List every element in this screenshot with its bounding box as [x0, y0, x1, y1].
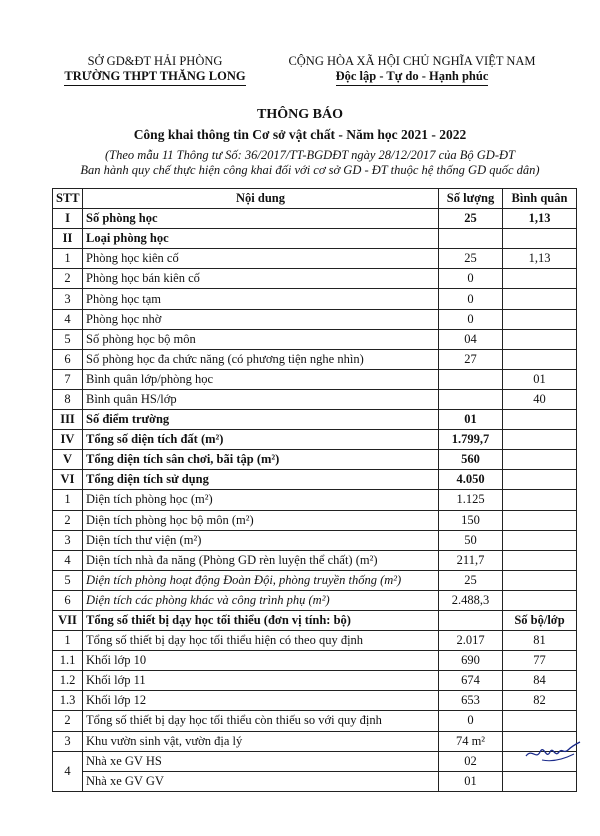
document-title: THÔNG BÁO [257, 107, 343, 122]
row-stt: 2 [53, 711, 83, 731]
row-average: 1,13 [503, 209, 577, 229]
row-average [503, 470, 577, 490]
row-quantity: 0 [439, 309, 503, 329]
row-stt: 6 [53, 349, 83, 369]
row-stt: 1 [53, 249, 83, 269]
issuing-authority [60, 54, 250, 86]
row-stt: V [53, 450, 83, 470]
table-header-row [53, 189, 577, 209]
row-average [503, 570, 577, 590]
header-content: Nội dung [83, 189, 439, 209]
row-quantity: 50 [439, 530, 503, 550]
row-stt: 6 [53, 590, 83, 610]
row-content: Phòng học tạm [83, 289, 439, 309]
row-average [503, 229, 577, 249]
table-row [53, 369, 577, 389]
row-stt: 3 [53, 731, 83, 751]
row-content: Nhà xe GV HS [83, 751, 439, 771]
row-quantity: 01 [439, 410, 503, 430]
row-content: Tổng số diện tích đất (m²) [83, 430, 439, 450]
row-stt: II [53, 229, 83, 249]
table-row [53, 530, 577, 550]
row-content: Tổng diện tích sử dụng [83, 470, 439, 490]
row-content: Tổng diện tích sân chơi, bãi tập (m²) [83, 450, 439, 470]
row-average [503, 410, 577, 430]
table-row [53, 631, 577, 651]
row-stt: 3 [53, 289, 83, 309]
legal-note-line-2: Ban hành quy chế thực hiện công khai đối với cơ sở GD - ĐT thuộc hệ thống GD quốc dân) [80, 163, 540, 177]
row-average: 77 [503, 651, 577, 671]
row-content: Số phòng học [83, 209, 439, 229]
row-average [503, 550, 577, 570]
row-average: 82 [503, 691, 577, 711]
row-stt: 7 [53, 369, 83, 389]
row-average: 40 [503, 389, 577, 409]
row-quantity: 1.799,7 [439, 430, 503, 450]
table-body [53, 209, 577, 792]
table-row [53, 570, 577, 590]
table-row [53, 289, 577, 309]
row-quantity: 690 [439, 651, 503, 671]
row-average: 84 [503, 671, 577, 691]
table-row [53, 731, 577, 751]
header-quantity: Số lượng [439, 189, 503, 209]
row-average [503, 430, 577, 450]
row-stt: 2 [53, 510, 83, 530]
row-quantity: 674 [439, 671, 503, 691]
table-row [53, 590, 577, 610]
table-row [53, 430, 577, 450]
table-row [53, 610, 577, 630]
table-row [53, 349, 577, 369]
row-average [503, 711, 577, 731]
table-row [53, 450, 577, 470]
row-quantity: 560 [439, 450, 503, 470]
row-stt: VI [53, 470, 83, 490]
row-quantity: 150 [439, 510, 503, 530]
table-row [53, 771, 577, 791]
row-quantity: 27 [439, 349, 503, 369]
document-subtitle: Công khai thông tin Cơ sở vật chất - Năm học 2021 - 2022 [133, 127, 467, 142]
country-name: CỘNG HÒA XÃ HỘI CHỦ NGHĨA VIỆT NAM [288, 54, 536, 68]
row-content: Số điểm trường [83, 410, 439, 430]
row-quantity: 04 [439, 329, 503, 349]
row-content: Số phòng học đa chức năng (có phương tiện nghe nhìn) [83, 349, 439, 369]
row-quantity: 25 [439, 249, 503, 269]
table-row [53, 229, 577, 249]
row-stt: VII [53, 610, 83, 630]
row-quantity: 25 [439, 570, 503, 590]
row-stt: IV [53, 430, 83, 450]
row-quantity: 4.050 [439, 470, 503, 490]
row-stt: 8 [53, 389, 83, 409]
table-row [53, 671, 577, 691]
row-content: Phòng học bán kiên cố [83, 269, 439, 289]
table-row [53, 550, 577, 570]
row-average [503, 329, 577, 349]
row-average [503, 510, 577, 530]
table-row [53, 510, 577, 530]
row-quantity [439, 610, 503, 630]
table-row [53, 410, 577, 430]
row-average: Số bộ/lớp [503, 610, 577, 630]
row-content: Tổng số thiết bị dạy học tối thiểu (đơn vị tính: bộ) [83, 610, 439, 630]
department-name: SỞ GD&ĐT HẢI PHÒNG [87, 54, 223, 68]
row-content: Tổng số thiết bị dạy học tối thiểu còn thiếu so với quy định [83, 711, 439, 731]
row-average [503, 269, 577, 289]
table-row [53, 691, 577, 711]
row-content: Bình quân lớp/phòng học [83, 369, 439, 389]
row-average: 01 [503, 369, 577, 389]
table-row [53, 389, 577, 409]
row-quantity: 02 [439, 751, 503, 771]
row-stt: 5 [53, 570, 83, 590]
school-name: TRƯỜNG THPT THĂNG LONG [64, 69, 245, 86]
row-stt: 1 [53, 631, 83, 651]
row-content: Nhà xe GV GV [83, 771, 439, 791]
row-content: Diện tích phòng học bộ môn (m²) [83, 510, 439, 530]
row-quantity: 0 [439, 711, 503, 731]
national-motto [262, 54, 562, 86]
table-row [53, 269, 577, 289]
row-stt: III [53, 410, 83, 430]
row-average [503, 530, 577, 550]
header-stt: STT [53, 189, 83, 209]
row-stt: 5 [53, 329, 83, 349]
row-content: Số phòng học bộ môn [83, 329, 439, 349]
row-average [503, 490, 577, 510]
row-stt: 4 [53, 751, 83, 791]
row-average [503, 309, 577, 329]
table-row [53, 470, 577, 490]
row-quantity: 0 [439, 269, 503, 289]
row-content: Diện tích phòng hoạt động Đoàn Đội, phòng truyền thống (m²) [83, 570, 439, 590]
row-stt: 2 [53, 269, 83, 289]
table-row [53, 751, 577, 771]
row-quantity: 74 m² [439, 731, 503, 751]
row-average [503, 289, 577, 309]
row-content: Khối lớp 11 [83, 671, 439, 691]
facilities-table [52, 188, 577, 792]
row-quantity: 211,7 [439, 550, 503, 570]
row-average [503, 590, 577, 610]
row-content: Diện tích nhà đa năng (Phòng GD rèn luyện thể chất) (m²) [83, 550, 439, 570]
row-stt: 1.3 [53, 691, 83, 711]
table-row [53, 309, 577, 329]
row-stt: 3 [53, 530, 83, 550]
motto: Độc lập - Tự do - Hạnh phúc [336, 69, 489, 86]
row-quantity [439, 389, 503, 409]
row-content: Diện tích thư viện (m²) [83, 530, 439, 550]
row-content: Khối lớp 12 [83, 691, 439, 711]
row-content: Phòng học nhờ [83, 309, 439, 329]
row-content: Phòng học kiên cố [83, 249, 439, 269]
row-stt: 4 [53, 550, 83, 570]
row-quantity: 25 [439, 209, 503, 229]
row-content: Diện tích các phòng khác và công trình phụ (m²) [83, 590, 439, 610]
row-content: Khu vườn sinh vật, vườn địa lý [83, 731, 439, 751]
row-quantity: 2.017 [439, 631, 503, 651]
table-row [53, 249, 577, 269]
row-content: Khối lớp 10 [83, 651, 439, 671]
row-quantity [439, 369, 503, 389]
row-average [503, 349, 577, 369]
row-stt: 1.1 [53, 651, 83, 671]
row-quantity [439, 229, 503, 249]
row-average: 81 [503, 631, 577, 651]
signature [522, 730, 582, 770]
row-stt: 4 [53, 309, 83, 329]
table-row [53, 651, 577, 671]
header-average: Bình quân [503, 189, 577, 209]
row-average [503, 771, 577, 791]
row-content: Bình quân HS/lớp [83, 389, 439, 409]
legal-note-line-1: (Theo mẫu 11 Thông tư Số: 36/2017/TT-BGDĐT ngày 28/12/2017 của Bộ GD-ĐT [105, 148, 515, 162]
table-row [53, 490, 577, 510]
table-row [53, 209, 577, 229]
row-average: 1,13 [503, 249, 577, 269]
row-quantity: 2.488,3 [439, 590, 503, 610]
row-stt: 1.2 [53, 671, 83, 691]
row-quantity: 653 [439, 691, 503, 711]
row-content: Loại phòng học [83, 229, 439, 249]
row-quantity: 1.125 [439, 490, 503, 510]
row-stt: I [53, 209, 83, 229]
row-quantity: 0 [439, 289, 503, 309]
row-quantity: 01 [439, 771, 503, 791]
row-content: Tổng số thiết bị dạy học tối thiểu hiện có theo quy định [83, 631, 439, 651]
row-stt: 1 [53, 490, 83, 510]
row-content: Diện tích phòng học (m²) [83, 490, 439, 510]
table-row [53, 711, 577, 731]
legal-note [70, 148, 550, 178]
table-row [53, 329, 577, 349]
row-average [503, 450, 577, 470]
